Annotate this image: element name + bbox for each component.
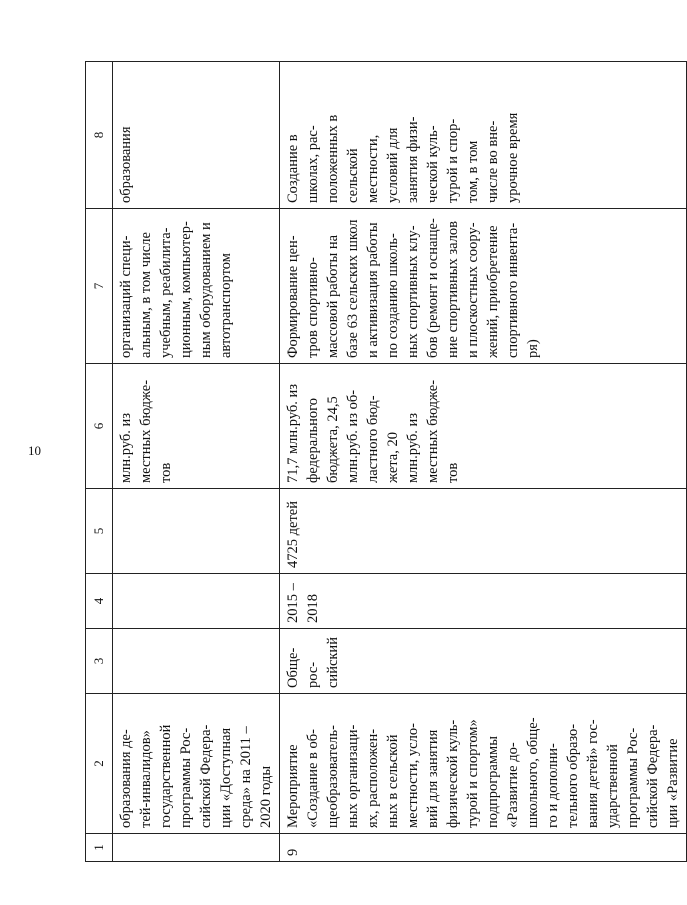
header-col-1: 1 — [86, 834, 113, 862]
period-cell: 2015 – 2018 — [280, 574, 687, 629]
table-row — [113, 62, 280, 862]
header-col-2: 2 — [86, 694, 113, 834]
rotated-table-container — [85, 62, 681, 862]
result-cell: Создание в школах, рас- положенных в сельской местности, условий для занятия физи- ческой куль- турой и спор- том, в том числе во вне- урочное время — [280, 62, 687, 209]
participants-cell — [113, 489, 280, 574]
program-table — [85, 61, 687, 862]
period-cell — [113, 574, 280, 629]
row-number-cell: 9 — [280, 834, 687, 862]
funding-cell: 71,7 млн.руб. из федерального бюджета, 24,5 млн.руб. из об- ластного бюд- жета, 20 млн.руб. из местных бюдже- тов — [280, 364, 687, 489]
result-cell: образования — [113, 62, 280, 209]
activities-cell: организаций специ- альным, в том числе учебным, реабилита- ционным, компьютер- ным оборудованием и автотранспортом — [113, 209, 280, 364]
funding-cell: млн.руб. из местных бюдже- тов — [113, 364, 280, 489]
page-number: 10 — [28, 443, 41, 458]
level-cell — [113, 629, 280, 694]
row-number-cell — [113, 834, 280, 862]
participants-cell: 4725 детей — [280, 489, 687, 574]
table-row — [280, 62, 687, 862]
header-row — [86, 62, 113, 862]
header-col-5: 5 — [86, 489, 113, 574]
measure-name-cell: Мероприятие «Создание в об- щеобразователь- ных организаци- ях, расположен- ных в сельской местности, усло- вий для занятия физической куль- турой и спортом» подпрограммы «Развитие до- школьного, обще- го и дополни- тельного образо- вания детей» гос- ударственной программы Рос- сийской Федера- ции «Развитие — [280, 694, 687, 834]
header-col-4: 4 — [86, 574, 113, 629]
header-col-6: 6 — [86, 364, 113, 489]
header-col-8: 8 — [86, 62, 113, 209]
activities-cell: Формирование цен- тров спортивно- массовой работы на базе 63 сельских школ и активизация работы по созданию школь- ных спортивных клу- бов (ремонт и оснаще- ние спортивных залов и плоскостных соору- жений, приобретение спортивного инвента- ря) — [280, 209, 687, 364]
measure-name-cell: образования де- тей-инвалидов» государственной программы Рос- сийской Федера- ции «Доступная среда» на 2011 – 2020 годы — [113, 694, 280, 834]
header-col-7: 7 — [86, 209, 113, 364]
header-col-3: 3 — [86, 629, 113, 694]
level-cell: Обще- рос- сийский — [280, 629, 687, 694]
